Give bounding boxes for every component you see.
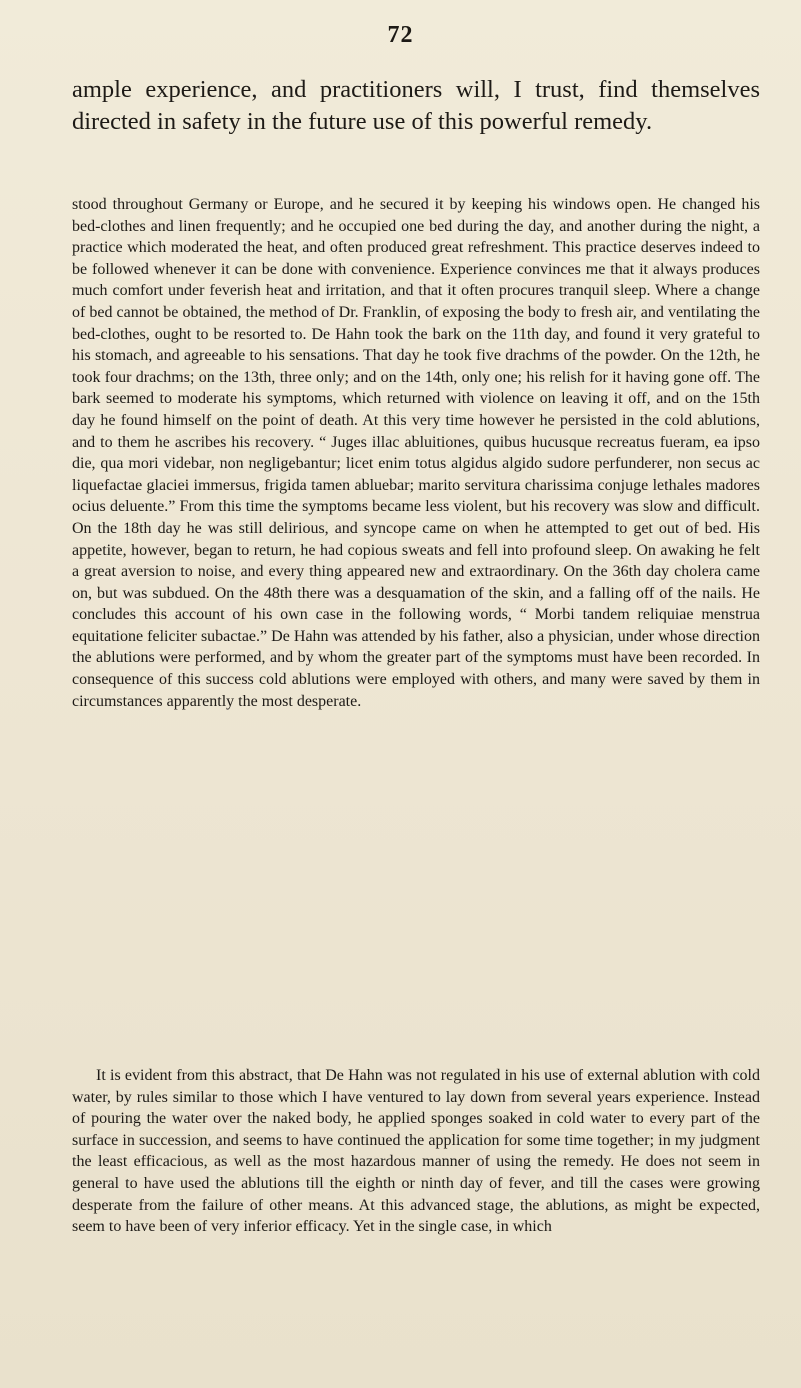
page-number: 72 xyxy=(387,22,414,48)
body-paragraph: It is evident from this abstract, that De Hahn was not regulated in his use of external ablution with cold water, by rules similar to those which I have ventured to lay down from several years experience. Instead of pouring the water over the naked body, he applied sponges soaked in cold water to every part of the surface in succession, and seems to have continued the application for some time together; in my judgment the least efficacious, as well as the most hazardous manner of using the remedy. He does not seem in general to have used the ablutions till the eighth or ninth day of fever, and till the cases were growing desperate from the failure of other means. At this advanced stage, the ablutions, as might be expected, seem to have been of very inferior efficacy. Yet in the single case, in which xyxy=(72,1067,760,1236)
body-paragraph: stood throughout Germany or Europe, and he secured it by keeping his windows open. He changed his bed-clothes and linen frequently; and he occupied one bed during the day, and another during the night, a practice which moderated the heat, and often produced great refreshment. This practice deserves indeed to be followed whenever it can be done with convenience. Experience convinces me that it always produces much comfort under feverish heat and irritation, and that it often procures tranquil sleep. Where a change of bed cannot be obtained, the method of Dr. Franklin, of exposing the body to fresh air, and ventilating the bed-clothes, ought to be resorted to. De Hahn took the bark on the 11th day, and found it very grateful to his stomach, and agreeable to his sensations. That day he took five drachms of the powder. On the 12th, he took four drachms; on the 13th, three only; and on the 14th, only one; his relish for it having gone off. The bark seemed to moderate his symptoms, which returned with violence on leaving it off, and on the 15th day he found himself on the point of death. At this very time however he persisted in the cold ablutions, and to them he ascribes his recovery. “ Juges illac abluitiones, quibus hucusque recreatus fueram, ea ipso die, qua mori videbar, non negligebantur; licet enim totus algidus algido sudore perfunderer, non secus ac liquefactae glaciei immersus, frigida tamen abluebar; marito servitura charissima conjuge lethales madores ocius deluente.” From this time the symptoms became less violent, but his recovery was slow and difficult. On the 18th day he was still delirious, and syncope came on when he attempted to get out of bed. His appetite, however, began to return, he had copious sweats and fell into profound sleep. On awaking he felt a great aversion to noise, and every thing appeared new and extraordinary. On the 36th day cholera came on, but was subdued. On the 48th there was a desquamation of the skin, and a falling off of the nails. He concludes this account of his own case in the following words, “ Morbi tandem reliquiae menstrua equitatione feliciter subactae.” De Hahn was attended by his father, also a physician, under whose direction the ablutions were performed, and by whom the greater part of the symptoms must have been recorded. In consequence of this success cold ablutions were employed with others, and many were saved by them in circumstances apparently the most desperate. xyxy=(72,196,760,710)
lead-paragraph: ample experience, and practitioners will, I trust, find themselves directed in safety in the future use of this powerful remedy. xyxy=(72,76,760,135)
